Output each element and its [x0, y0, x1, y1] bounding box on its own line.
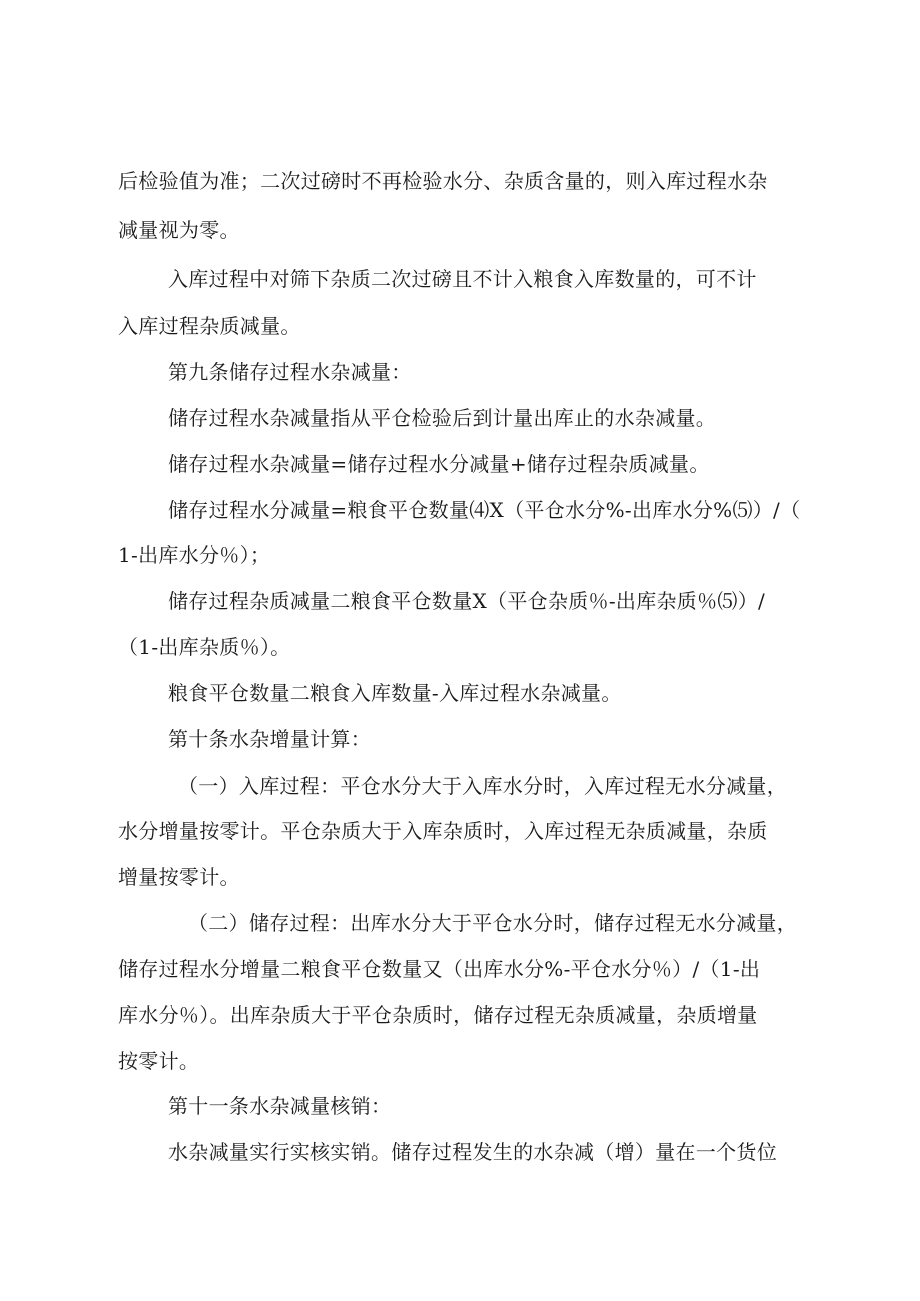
text-line-21: 第十一条水杂减量核销：: [168, 1094, 392, 1118]
text-line-19: 库水分％）。出库杂质大于平仓杂质时，储存过程无杂质减量，杂质增量: [118, 1003, 758, 1027]
text-line-14: （一）入库过程：平仓水分大于入库水分时，入库过程无水分减量，: [178, 774, 787, 798]
text-line-3: 入库过程中对筛下杂质二次过磅且不计入粮食入库数量的，可不计: [168, 267, 757, 291]
text-line-17: （二）储存过程：出库水分大于平仓水分时，储存过程无水分减量，: [188, 911, 797, 935]
text-line-4: 入库过程杂质减量。: [118, 314, 301, 338]
text-line-5: 第九条储存过程水杂减量：: [168, 360, 412, 384]
text-line-1: 后检验值为准；二次过磅时不再检验水分、杂质含量的，则入库过程水杂: [118, 169, 768, 193]
text-line-18: 储存过程水分增量二粮食平仓数量又（出库水分%-平仓水分％）/（1-出: [118, 957, 761, 981]
text-line-8: 储存过程水分减量=粮食平仓数量⑷X（平仓水分%-出库水分%⑸）/（: [168, 498, 801, 522]
text-line-20: 按零计。: [118, 1049, 200, 1073]
text-line-22: 水杂减量实行实核实销。储存过程发生的水杂减（增）量在一个货位: [168, 1140, 777, 1164]
text-line-12: 粮食平仓数量二粮食入库数量-入库过程水杂减量。: [168, 681, 622, 705]
text-line-16: 增量按零计。: [118, 865, 240, 889]
text-line-9: 1-出库水分％）；: [118, 543, 271, 567]
text-line-15: 水分增量按零计。平仓杂质大于入库杂质时，入库过程无杂质减量，杂质: [118, 819, 768, 843]
text-line-10: 储存过程杂质减量二粮食平仓数量X（平仓杂质％-出库杂质％⑸）/: [168, 589, 766, 613]
text-line-2: 减量视为零。: [118, 218, 240, 242]
text-line-6: 储存过程水杂减量指从平仓检验后到计量出库止的水杂减量。: [168, 406, 717, 430]
text-line-13: 第十条水杂增量计算：: [168, 727, 371, 751]
text-line-11: （1-出库杂质％）。: [118, 635, 291, 659]
text-line-7: 储存过程水杂减量=储存过程水分减量+储存过程杂质减量。: [168, 452, 710, 476]
